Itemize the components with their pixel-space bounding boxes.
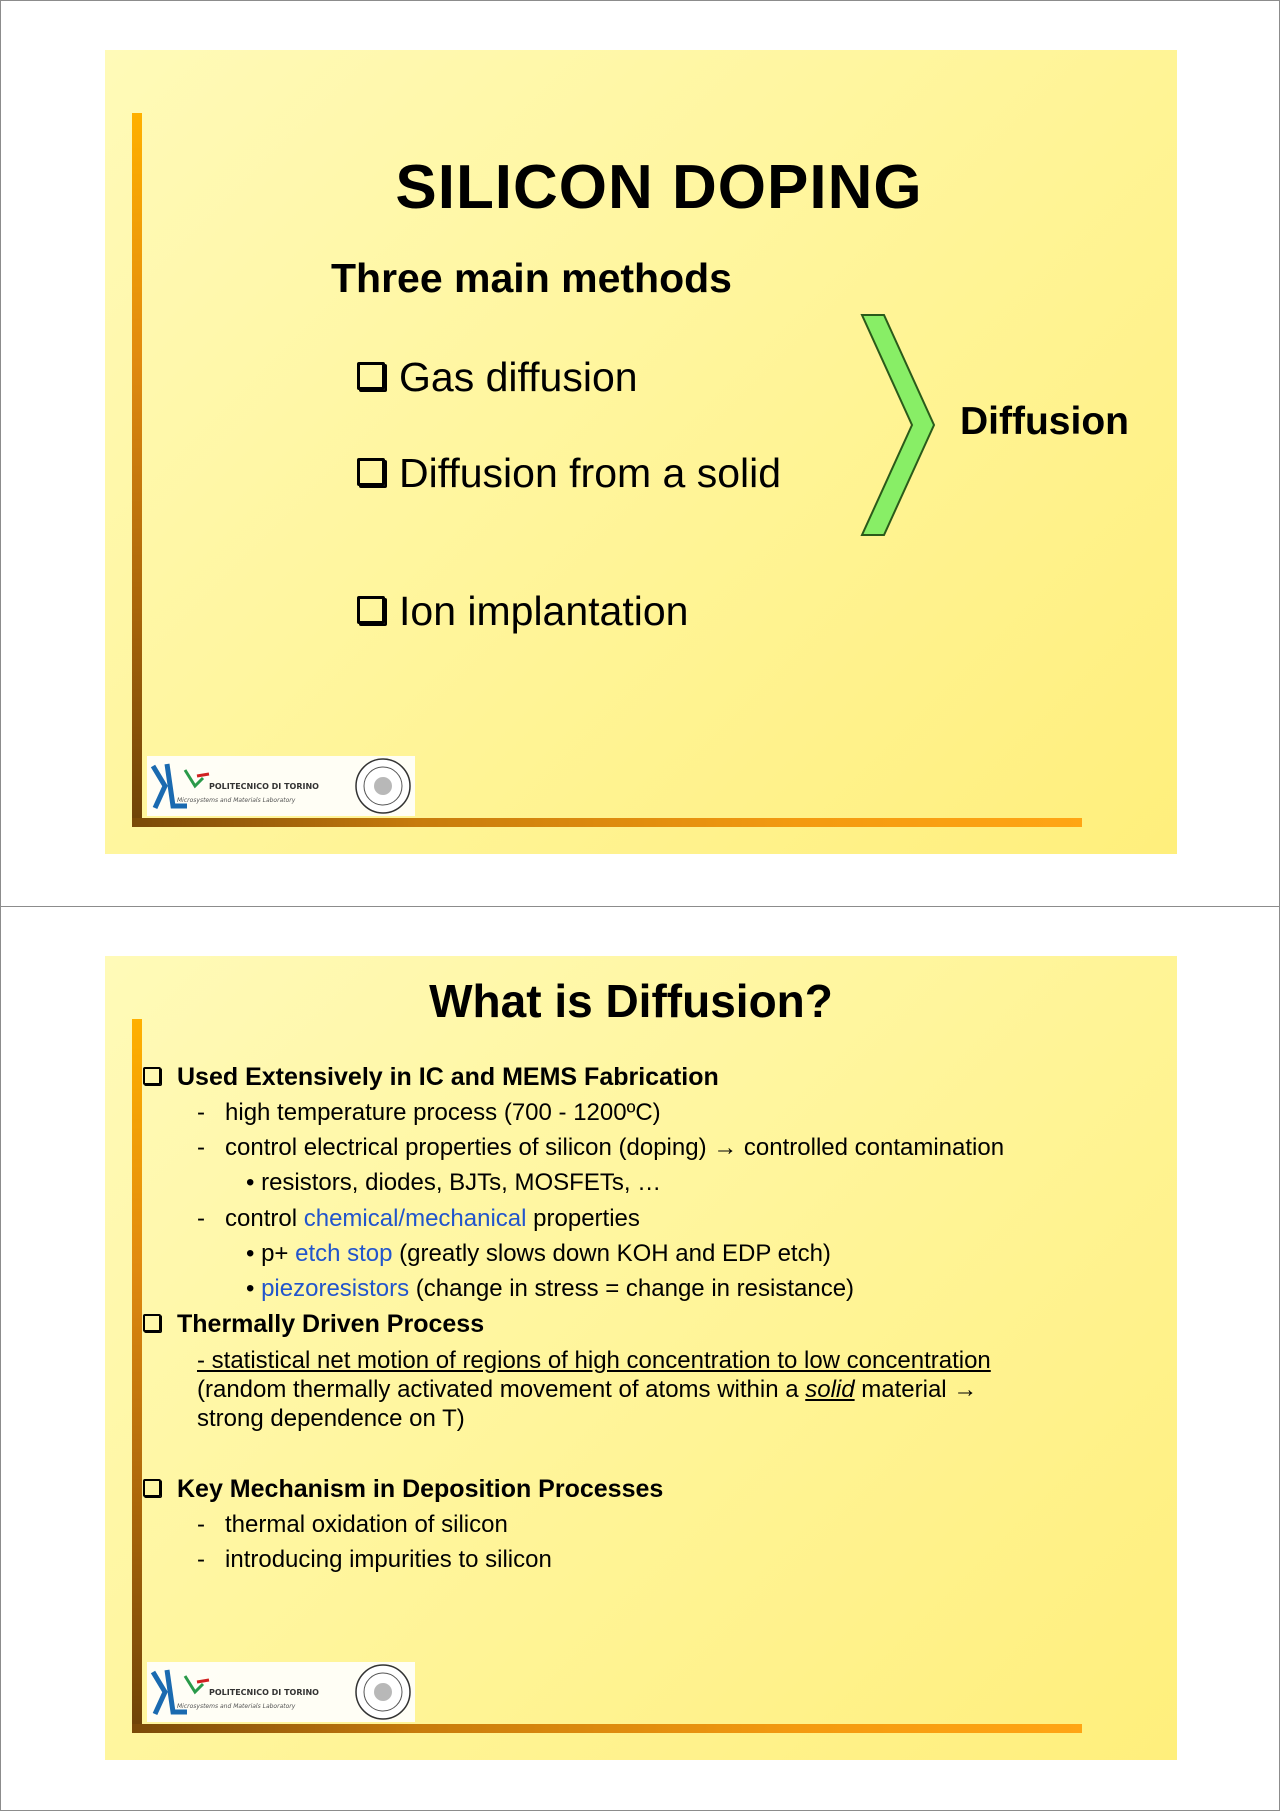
logo-lab-name: Microsystems and Materials Laboratory bbox=[177, 797, 296, 804]
paragraph-line: strong dependence on T) bbox=[197, 1405, 465, 1432]
checkbox-bullet-icon bbox=[143, 1479, 161, 1497]
politecnico-logo bbox=[147, 1662, 415, 1722]
list-item: - thermal oxidation of silicon bbox=[197, 1511, 508, 1538]
slide-subtitle: Three main methods bbox=[331, 255, 732, 301]
paragraph-line: (random thermally activated movement of atoms within a solid material → bbox=[197, 1376, 978, 1403]
checkbox-bullet-icon bbox=[357, 458, 385, 486]
sub-list-item: • p+ etch stop (greatly slows down KOH and EDP etch) bbox=[246, 1240, 831, 1267]
slide-title: SILICON DOPING bbox=[395, 153, 923, 222]
chevron-bracket-icon bbox=[860, 313, 940, 543]
slide-silicon-doping bbox=[105, 50, 1177, 854]
list-item: - introducing impurities to silicon bbox=[197, 1546, 552, 1573]
sub-list-item: • resistors, diodes, BJTs, MOSFETs, … bbox=[246, 1169, 662, 1196]
section-heading: Thermally Driven Process bbox=[143, 1310, 484, 1339]
list-item: Ion implantation bbox=[357, 588, 688, 635]
logo-name: POLITECNICO DI TORINO bbox=[209, 782, 319, 791]
left-accent-bar bbox=[132, 1019, 142, 1731]
checkbox-bullet-icon bbox=[357, 362, 385, 390]
bottom-accent-bar bbox=[132, 1724, 1082, 1733]
paragraph-line: - statistical net motion of regions of high concentration to low concentration bbox=[197, 1347, 991, 1374]
list-item: Diffusion from a solid bbox=[357, 450, 781, 497]
slide-what-is-diffusion bbox=[105, 956, 1177, 1760]
checkbox-bullet-icon bbox=[357, 596, 385, 624]
bottom-accent-bar bbox=[132, 818, 1082, 827]
politecnico-logo bbox=[147, 756, 415, 816]
checkbox-bullet-icon bbox=[143, 1067, 161, 1085]
checkbox-bullet-icon bbox=[143, 1314, 161, 1332]
diffusion-group-label: Diffusion bbox=[960, 400, 1129, 443]
section-heading: Key Mechanism in Deposition Processes bbox=[143, 1475, 663, 1504]
slide-title: What is Diffusion? bbox=[429, 975, 833, 1027]
list-item: - control electrical properties of silicon (doping) → controlled contamination bbox=[197, 1134, 1005, 1161]
list-item: - high temperature process (700 - 1200ºC) bbox=[197, 1099, 661, 1126]
logo-lab-name: Microsystems and Materials Laboratory bbox=[177, 1703, 296, 1710]
logo-name: POLITECNICO DI TORINO bbox=[209, 1688, 319, 1697]
list-item: Gas diffusion bbox=[357, 354, 638, 401]
sub-list-item: • piezoresistors (change in stress = change in resistance) bbox=[246, 1275, 855, 1302]
section-heading: Used Extensively in IC and MEMS Fabrication bbox=[143, 1063, 719, 1092]
list-item: - control chemical/mechanical properties bbox=[197, 1205, 640, 1232]
arrow-icon: → bbox=[713, 1134, 738, 1161]
